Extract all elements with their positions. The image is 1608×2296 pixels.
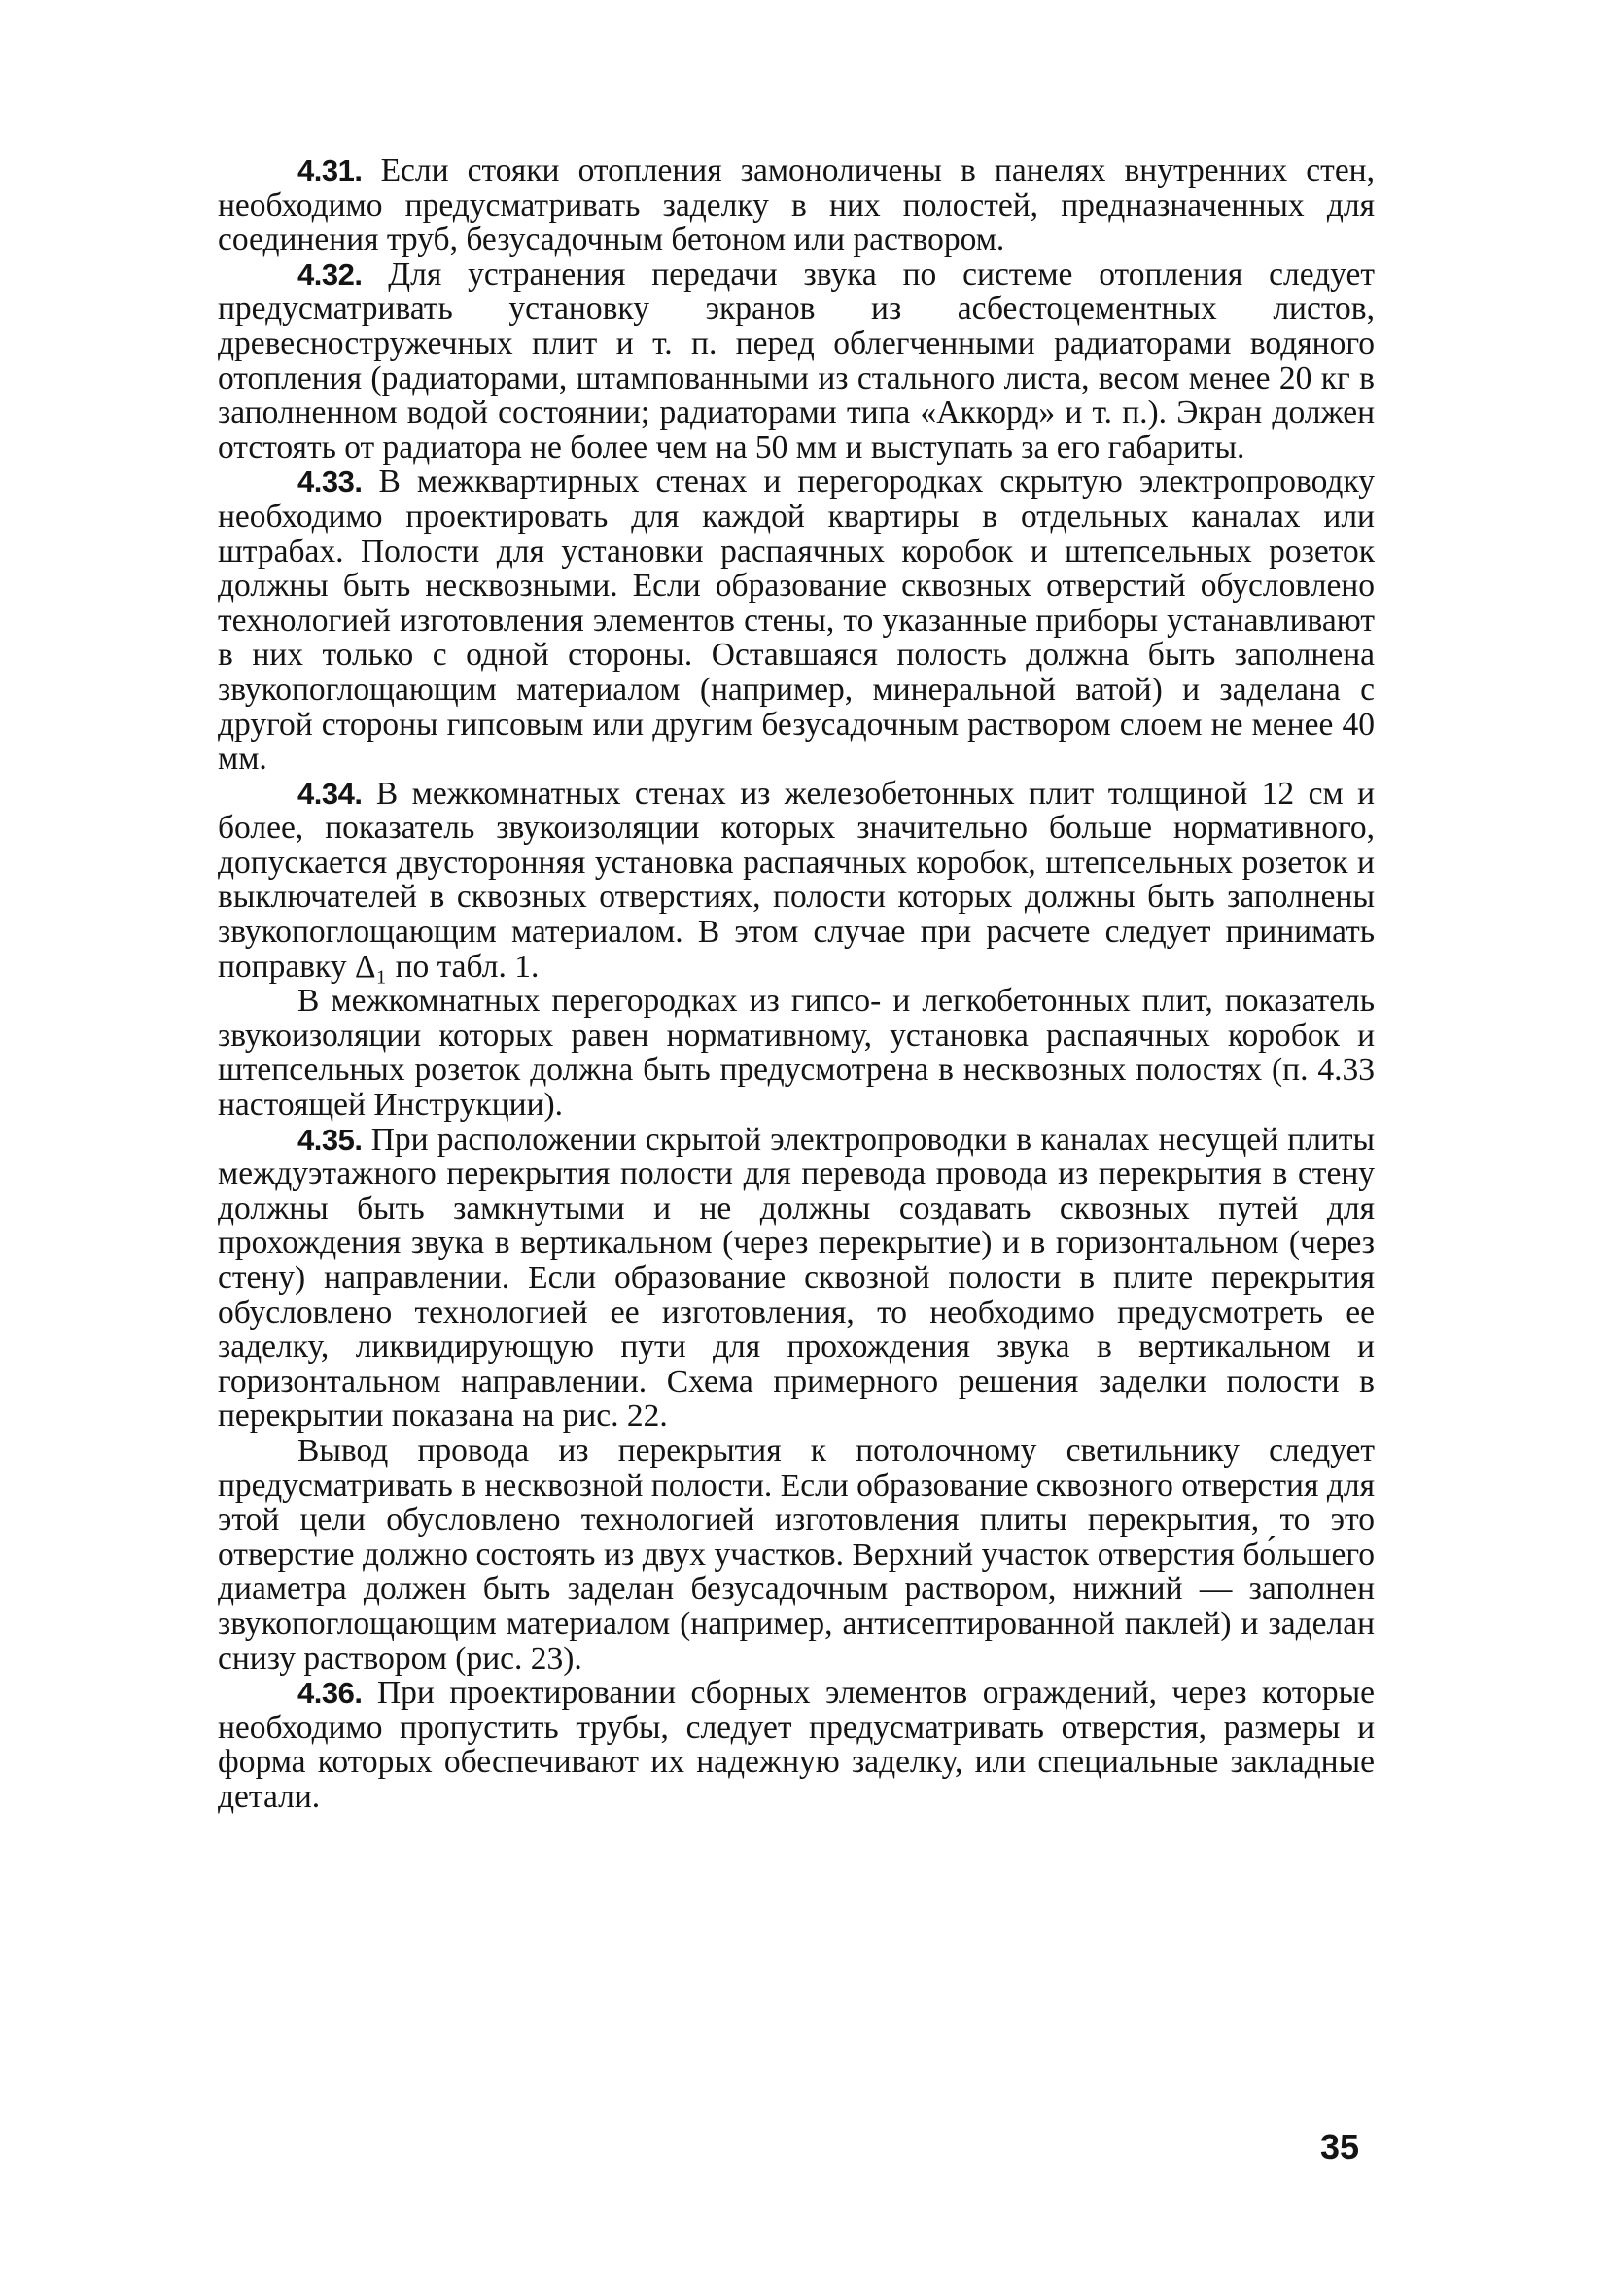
paragraph-4-35-continued [218, 1434, 1375, 1676]
paragraph-text: Вывод провода из перекрытия к потолочному светильнику следует предусматривать в несквозной полости. Если образование сквозного отверстия для этой цели обусловлено технологией изготовления плиты перекрытия, то это отверстие должно состоять из двух участков. Верхний участок отверстия бо́льшего диаметра должен быть заделан безусадочным раствором, нижний — заполнен звукопоглощающим материалом (например, антисептированной паклей) и заделан снизу раствором (рис. 23). [218, 1432, 1375, 1677]
paragraph-4-35 [218, 1123, 1375, 1434]
page-number: 35 [1320, 2127, 1360, 2167]
section-number: 4.34. [297, 776, 363, 811]
paragraph-4-32 [218, 258, 1375, 466]
paragraph-text: В межкомнатных стенах из железобетонных плит толщиной 12 см и более, показатель звукоизоляции которых значительно больше нормативного, допускается двусторонняя установка распаячных коробок, штепсельных розеток и выключателей в сквозных отверстиях, полости которых должны быть заполнены звукопоглощающим материалом. В этом случае при расчете следует принимать поправку Δ₁ по табл. 1. [218, 775, 1375, 985]
paragraph-text: Для устранения передачи звука по системе отопления следует предусматривать установку экранов из асбестоцементных листов, древесностружечных плит и т. п. перед облегченными радиаторами водяного отопления (радиаторами, штампованными из стального листа, весом менее 20 кг в заполненном водой состоянии; радиаторами типа «Аккорд» и т. п.). Экран должен отстоять от радиатора не более чем на 50 мм и выступать за его габариты. [218, 256, 1375, 466]
section-number: 4.36. [297, 1676, 363, 1711]
paragraph-text: При расположении скрытой электропроводки в каналах несущей плиты междуэтажного перекрытия полости для перевода провода из перекрытия в стену должны быть замкнутыми и не должны создавать сквозных путей для прохождения звука в вертикальном (через перекрытие) и в горизонтальном (через стену) направлении. Если образование сквозной полости в плите перекрытия обусловлено технологией ее изготовления, то необходимо предусмотреть ее заделку, ликвидирующую пути для прохождения звука в вертикальном и горизонтальном направлении. Схема примерного решения заделки полости в перекрытии показана на рис. 22. [218, 1121, 1375, 1435]
paragraph-text: В межкомнатных перегородках из гипсо- и легкобетонных плит, показатель звукоизоляции которых равен нормативному, установка распаячных коробок и штепсельных розеток должна быть предусмотрена в несквозных полостях (п. 4.33 настоящей Инструкции). [218, 983, 1375, 1124]
section-number: 4.33. [297, 465, 363, 500]
section-number: 4.32. [297, 257, 363, 292]
section-number: 4.31. [297, 154, 363, 188]
paragraph-4-34 [218, 777, 1375, 985]
paragraph-text: Если стояки отопления замоноличены в панелях внутренних стен, необходимо предусматривать заделку в них полостей, предназначенных для соединения труб, безусадочным бетоном или раствором. [218, 153, 1375, 259]
section-number: 4.35. [297, 1122, 363, 1157]
paragraph-4-34-continued [218, 984, 1375, 1122]
paragraph-4-31 [218, 154, 1375, 258]
paragraph-text: В межквартирных стенах и перегородках скрытую электропроводку необходимо проектировать для каждой квартиры в отдельных каналах или штрабах. Полости для установки распаячных коробок и штепсельных розеток должны быть несквозными. Если образование сквозных отверстий обусловлено технологией изготовления элементов стены, то указанные приборы устанавливают в них только с одной стороны. Оставшаяся полость должна быть заполнена звукопоглощающим материалом (например, минеральной ватой) и заделана с другой стороны гипсовым или другим безусадочным раствором слоем не менее 40 мм. [218, 464, 1375, 778]
paragraph-4-33 [218, 465, 1375, 776]
page-body [218, 154, 1375, 1815]
paragraph-4-36 [218, 1676, 1375, 1814]
paragraph-text: При проектировании сборных элементов ограждений, через которые необходимо пропустить трубы, следует предусматривать отверстия, размеры и форма которых обеспечивают их надежную заделку, или специальные закладные детали. [218, 1675, 1375, 1815]
